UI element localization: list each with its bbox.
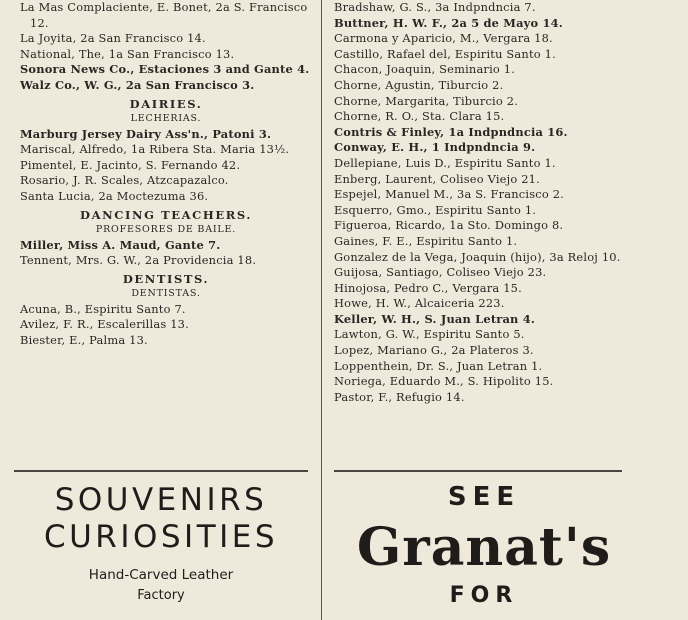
directory-entry: Pastor, F., Refugio 14. xyxy=(334,389,465,404)
dairies-entries xyxy=(20,127,312,205)
column-divider xyxy=(321,0,322,620)
directory-entry: Espejel, Manuel M., 3a S. Francisco 2. xyxy=(334,187,564,202)
directory-entry: Dellepiane, Luis D., Espiritu Santo 1. xyxy=(334,155,556,170)
directory-entry: Hinojosa, Pedro C., Vergara 15. xyxy=(334,280,522,295)
directory-entry: Chorne, Agustin, Tiburcio 2. xyxy=(334,77,504,92)
granats-advertisement xyxy=(334,480,634,610)
ad-granats-line: Granat's xyxy=(356,517,612,578)
directory-entry: Walz Co., W. G., 2a San Francisco 3. xyxy=(20,77,255,92)
right-ad-rule xyxy=(334,470,622,472)
ad-see-line: SEE xyxy=(447,482,521,512)
section-subheading-dairies: LECHERIAS. xyxy=(130,112,202,124)
directory-entry: Keller, W. H., S. Juan Letran 4. xyxy=(334,311,535,326)
directory-entry: Chacon, Joaquin, Seminario 1. xyxy=(334,62,516,77)
directory-entry: Conway, E. H., 1 Indpndncia 9. xyxy=(334,140,536,155)
directory-entry: Bradshaw, G. S., 3a Indpndncia 7. xyxy=(334,0,536,14)
directory-entry: Lopez, Mariano G., 2a Plateros 3. xyxy=(334,343,534,358)
directory-entry: Chorne, Margarita, Tiburcio 2. xyxy=(334,93,519,108)
section-subheading-dancing: PROFESORES DE BAILE. xyxy=(95,223,237,235)
directory-entry: Loppenthein, Dr. S., Juan Letran 1. xyxy=(334,358,543,373)
section-heading-dancing: DANCING TEACHERS. xyxy=(80,207,252,222)
directory-entry: Noriega, Eduardo M., S. Hipolito 15. xyxy=(334,374,554,389)
directory-entry: Rosario, J. R. Scales, Atzcapazalco. xyxy=(20,173,229,188)
directory-entry: Marburg Jersey Dairy Ass'n., Patoni 3. xyxy=(20,126,272,141)
ad-factory-line: Factory xyxy=(137,588,185,603)
souvenirs-advertisement xyxy=(14,482,308,604)
directory-entry: Pimentel, E. Jacinto, S. Fernando 42. xyxy=(20,157,241,172)
left-ad-rule xyxy=(14,470,308,472)
directory-entry: Biester, E., Palma 13. xyxy=(20,332,148,347)
directory-entry: Gaines, F. E., Espiritu Santo 1. xyxy=(334,233,518,248)
section-heading-dairies: DAIRIES. xyxy=(129,96,203,111)
dancing-entries xyxy=(20,238,312,269)
directory-entry: Esquerro, Gmo., Espiritu Santo 1. xyxy=(334,202,537,217)
directory-entry: Carmona y Aparicio, M., Vergara 18. xyxy=(334,31,553,46)
directory-entry: Sonora News Co., Estaciones 3 and Gante 4. xyxy=(20,62,310,77)
directory-entry: Howe, H. W., Alcaiceria 223. xyxy=(334,296,505,311)
directory-entry: Castillo, Rafael del, Espiritu Santo 1. xyxy=(334,46,556,61)
directory-entry: Guijosa, Santiago, Coliseo Viejo 23. xyxy=(334,265,547,280)
directory-entry: National, The, 1a San Francisco 13. xyxy=(20,46,235,61)
ad-souvenirs-line: SOUVENIRS xyxy=(54,482,268,518)
directory-entry: Enberg, Laurent, Coliseo Viejo 21. xyxy=(334,171,540,186)
ad-curiosities-line: CURIOSITIES xyxy=(43,519,279,555)
right-column xyxy=(334,0,634,405)
section-heading-dentists: DENTISTS. xyxy=(122,271,210,286)
ad-for-line: FOR xyxy=(449,583,519,608)
directory-entry: Buttner, H. W. F., 2a 5 de Mayo 14. xyxy=(334,15,563,30)
left-column xyxy=(20,0,312,349)
directory-entry: Mariscal, Alfredo, 1a Ribera Sta. Maria 13½. xyxy=(20,142,290,157)
directory-entry: Tennent, Mrs. G. W., 2a Providencia 18. xyxy=(20,253,257,268)
directory-entry: Gonzalez de la Vega, Joaquin (hijo), 3a Reloj 10. xyxy=(334,249,621,264)
directory-entry: Lawton, G. W., Espiritu Santo 5. xyxy=(334,327,525,342)
directory-entry: Santa Lucia, 2a Moctezuma 36. xyxy=(20,188,209,203)
section-subheading-dentists: DENTISTAS. xyxy=(131,287,201,299)
top-entries xyxy=(20,0,312,94)
directory-entry: Acuna, B., Espiritu Santo 7. xyxy=(20,301,186,316)
directory-entry: Chorne, R. O., Sta. Clara 15. xyxy=(334,109,505,124)
directory-entry: Figueroa, Ricardo, 1a Sto. Domingo 8. xyxy=(334,218,564,233)
directory-entry: La Joyita, 2a San Francisco 14. xyxy=(20,31,206,46)
directory-entry: Miller, Miss A. Maud, Gante 7. xyxy=(20,237,221,252)
directory-entry: La Mas Complaciente, E. Bonet, 2a S. Francisco 12. xyxy=(20,0,308,30)
ad-hand-carved-line: Hand-Carved Leather xyxy=(88,567,234,583)
directory-entry: Contris & Finley, 1a Indpndncia 16. xyxy=(334,124,568,139)
right-entries xyxy=(334,0,634,405)
directory-entry: Avilez, F. R., Escalerillas 13. xyxy=(20,317,189,332)
dentists-entries xyxy=(20,302,312,349)
